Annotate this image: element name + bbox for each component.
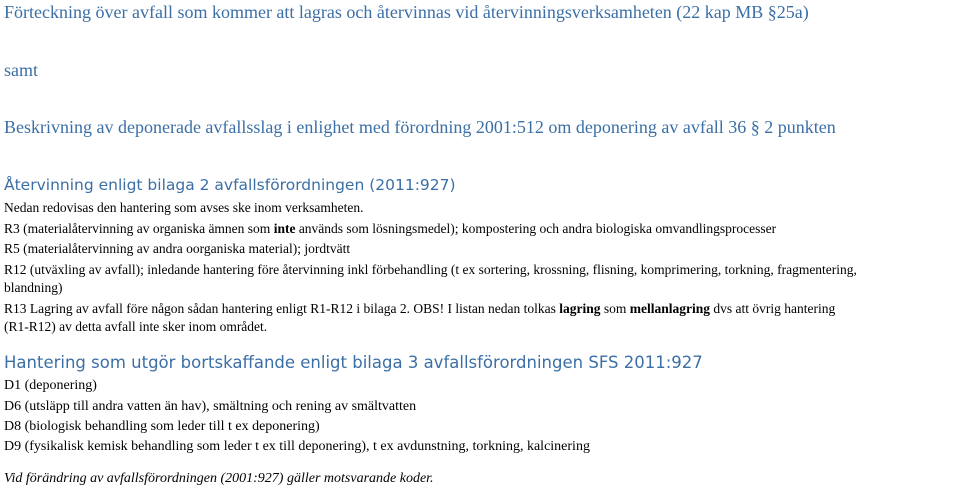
title-line-3: Beskrivning av deponerade avfallsslag i enlighet med förordning 2001:512 om deponering av avfall 36 § 2 punkten xyxy=(4,117,836,137)
section2-heading: Hantering som utgör bortskaffande enligt bilaga 3 avfallsförordningen SFS 2011:927 xyxy=(4,353,703,372)
section1-intro: Nedan redovisas den hantering som avses ske inom verksamheten. xyxy=(4,200,364,215)
section1-heading: Återvinning enligt bilaga 2 avfallsförordningen (2011:927) xyxy=(4,176,456,194)
title-line-1: Förteckning över avfall som kommer att lagras och återvinnas vid återvinningsverksamheten (22 kap MB §25a) xyxy=(4,2,809,22)
list-item-r3 xyxy=(4,221,776,237)
r13-text-lagring: lagring xyxy=(559,301,601,316)
list-item-d8: D8 (biologisk behandling som leder till t ex deponering) xyxy=(4,419,320,434)
list-item-r5: R5 (materialåtervinning av andra oorganiska material); jordtvätt xyxy=(4,241,351,256)
list-item-r12-line2: blandning) xyxy=(4,280,63,295)
r3-text-a: R3 (materialåtervinning av organiska ämnen som xyxy=(4,221,274,236)
r13-text-e: dvs att övrig hantering xyxy=(710,301,836,316)
r13-text-c: som xyxy=(600,301,630,316)
list-item-d9: D9 (fysikalisk kemisk behandling som leder t ex till deponering), t ex avdunstning, torkning, kalcinering xyxy=(4,439,590,454)
r13-text-mellanlagring: mellanlagring xyxy=(629,301,711,316)
footnote: Vid förändring av avfallsförordningen (2001:927) gäller motsvarande koder. xyxy=(4,471,434,486)
r13-text-a: R13 Lagring av avfall före någon sådan hantering enligt R1-R12 i bilaga 2. OBS! I listan nedan tolkas xyxy=(4,301,560,316)
list-item-r13 xyxy=(4,301,835,317)
list-item-d1: D1 (deponering) xyxy=(4,378,97,393)
r3-text-c: används som lösningsmedel); kompostering och andra biologiska omvandlingsprocesser xyxy=(295,221,777,236)
list-item-d6: D6 (utsläpp till andra vatten än hav), smältning och rening av smältvatten xyxy=(4,399,417,414)
r3-text-emphasis: inte xyxy=(273,221,296,236)
list-item-r12-line1: R12 (utväxling av avfall); inledande hantering före återvinning inkl förbehandling (t ex sortering, krossning, flisning, komprimering, torkning, fragmentering, xyxy=(4,262,857,277)
list-item-r13-line2: (R1-R12) av detta avfall inte sker inom området. xyxy=(4,319,268,334)
title-line-2: samt xyxy=(4,60,38,80)
